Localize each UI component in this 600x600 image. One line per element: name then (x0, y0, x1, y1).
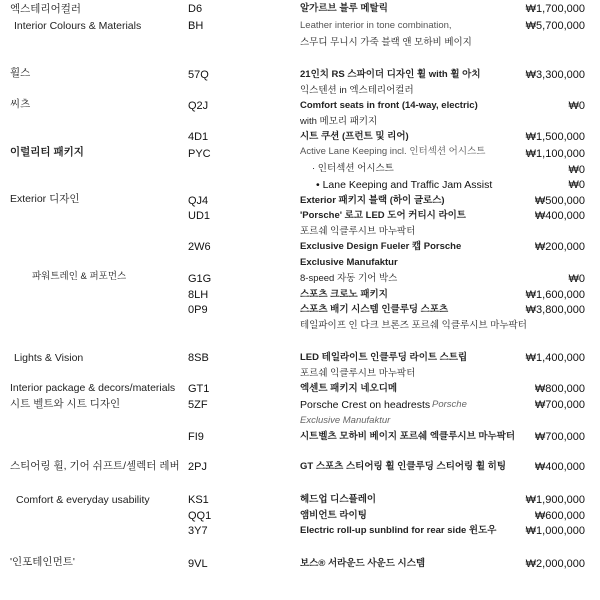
option-description: 포르쉐 익클루시브 마누팍터 (300, 368, 416, 379)
option-price: ₩3,800,000 (525, 304, 585, 316)
category-label: 시트 벨트와 시트 디자인 (10, 398, 121, 410)
option-code: 4D1 (188, 131, 209, 143)
option-price: ₩700,000 (534, 431, 585, 443)
option-description: 21인치 RS 스파이더 디자인 휠 with 휠 아치 (300, 69, 481, 80)
option-code: FI9 (188, 431, 204, 443)
option-description: 익스텐션 in 엑스테리어컬러 (300, 85, 414, 96)
option-description: Exclusive Manufaktur (300, 257, 398, 268)
option-description: 테일파이프 인 다크 브론즈 포르쉐 익클루시브 마누팍터 (300, 320, 527, 331)
category-label: 스티어링 휠, 기어 쉬프트/셀렉터 레버 (10, 460, 180, 472)
option-code: GT1 (188, 383, 210, 395)
option-price: ₩1,000,000 (525, 525, 585, 537)
option-code: 57Q (188, 69, 209, 81)
category-label: 휠스 (10, 67, 31, 79)
option-price: ₩200,000 (534, 241, 585, 253)
option-price: ₩500,000 (534, 195, 585, 207)
option-code: 3Y7 (188, 525, 208, 537)
option-description: Leather interior in tone combination, (300, 20, 452, 31)
option-price: ₩400,000 (534, 210, 585, 222)
option-code: UD1 (188, 210, 211, 222)
option-description: LED 테일라이트 인클루딩 라이트 스트립 (300, 352, 468, 363)
option-price: ₩800,000 (534, 383, 585, 395)
option-description: 앰비언트 라이팅 (300, 510, 367, 521)
option-code: 2PJ (188, 461, 207, 473)
option-description: Exterior 패키지 블랙 (하이 글로스) (300, 195, 445, 206)
option-price: ₩5,700,000 (525, 20, 585, 32)
option-description: 'Porsche' 로고 LED 도어 커티시 라이트 (300, 210, 466, 221)
option-price: ₩3,300,000 (525, 69, 585, 81)
option-description: Exclusive Design Fueler 캡 Porsche (300, 241, 462, 252)
option-code: BH (188, 20, 204, 32)
option-description: Porsche Crest on headrests (300, 399, 431, 411)
option-description: 스포츠 크로노 패키지 (300, 289, 388, 300)
option-description: with 메모리 패키지 (300, 116, 378, 127)
option-code: 2W6 (188, 241, 211, 253)
option-code: 0P9 (188, 304, 208, 316)
option-price: ₩1,600,000 (525, 289, 585, 301)
option-description: · 인터섹션 어시스트 (312, 163, 394, 174)
option-description: 시트벨츠 모하비 베이지 포르쉐 엑클루시브 마누팍터 (300, 431, 516, 442)
option-description: 포르쉐 익클루시브 마누팍터 (300, 226, 416, 237)
option-description: GT 스포츠 스티어링 휠 인클루딩 스티어링 휠 히팅 (300, 461, 507, 472)
option-price: ₩700,000 (534, 399, 585, 411)
option-price: ₩0 (568, 100, 585, 112)
option-description: Exclusive Manufaktur (300, 415, 391, 426)
option-description: Active Lane Keeping incl. 인터섹션 어시스트 (300, 146, 486, 157)
option-price: ₩600,000 (534, 510, 585, 522)
option-price: ₩1,900,000 (525, 494, 585, 506)
option-description: 엑센트 패키지 네오디메 (300, 383, 398, 394)
option-description: 스포츠 배기 시스템 인클루딩 스포츠 (300, 304, 449, 315)
option-price: ₩1,500,000 (525, 131, 585, 143)
option-price: ₩1,100,000 (525, 148, 585, 160)
option-price: ₩0 (568, 273, 585, 285)
option-code: KS1 (188, 494, 209, 506)
option-code: D6 (188, 3, 203, 15)
category-label: 파워트레인 & 퍼포먼스 (32, 271, 127, 282)
option-code: 8SB (188, 352, 209, 364)
option-description: 시트 쿠션 (프런트 및 리어) (300, 131, 409, 142)
category-label: 엑스테리어컬러 (10, 3, 82, 15)
option-code: G1G (188, 273, 212, 285)
category-label: Comfort & everyday usability (16, 494, 150, 506)
category-label: '인포테인먼트' (10, 556, 75, 568)
option-code: 9VL (188, 558, 208, 570)
category-label: Exterior 디자인 (10, 193, 80, 205)
option-price: ₩2,000,000 (525, 558, 585, 570)
option-description: 알가르브 블루 메탈릭 (300, 3, 388, 14)
option-code: 5ZF (188, 399, 208, 411)
option-description: 8-speed 자동 기어 박스 (300, 273, 398, 284)
option-description: Comfort seats in front (14-way, electric) (300, 100, 478, 111)
option-description: 헤드업 디스플레이 (300, 494, 377, 505)
category-label: 씨츠 (10, 98, 31, 110)
option-price: ₩0 (568, 164, 585, 176)
option-description: 스무디 무니시 가죽 블랙 앤 모하비 베이지 (300, 37, 472, 48)
option-price: ₩1,700,000 (525, 3, 585, 15)
option-code: 8LH (188, 289, 209, 301)
option-description: • Lane Keeping and Traffic Jam Assist (316, 179, 493, 191)
option-description: 보스® 서라운드 사운드 시스템 (300, 558, 426, 569)
category-label: Interior package & decors/materials (10, 382, 176, 394)
option-code: PYC (188, 148, 211, 160)
option-code: QJ4 (188, 195, 209, 207)
option-price: ₩0 (568, 179, 585, 191)
category-label: Lights & Vision (14, 352, 84, 364)
category-label: 이럴리티 패키지 (10, 146, 84, 158)
option-code: QQ1 (188, 510, 212, 522)
option-price: ₩1,400,000 (525, 352, 585, 364)
option-description: Electric roll-up sunblind for rear side 윈도우 (300, 525, 497, 536)
option-description: Porsche (432, 399, 467, 410)
option-code: Q2J (188, 100, 209, 112)
category-label: Interior Colours & Materials (14, 20, 142, 32)
option-price: ₩400,000 (534, 461, 585, 473)
